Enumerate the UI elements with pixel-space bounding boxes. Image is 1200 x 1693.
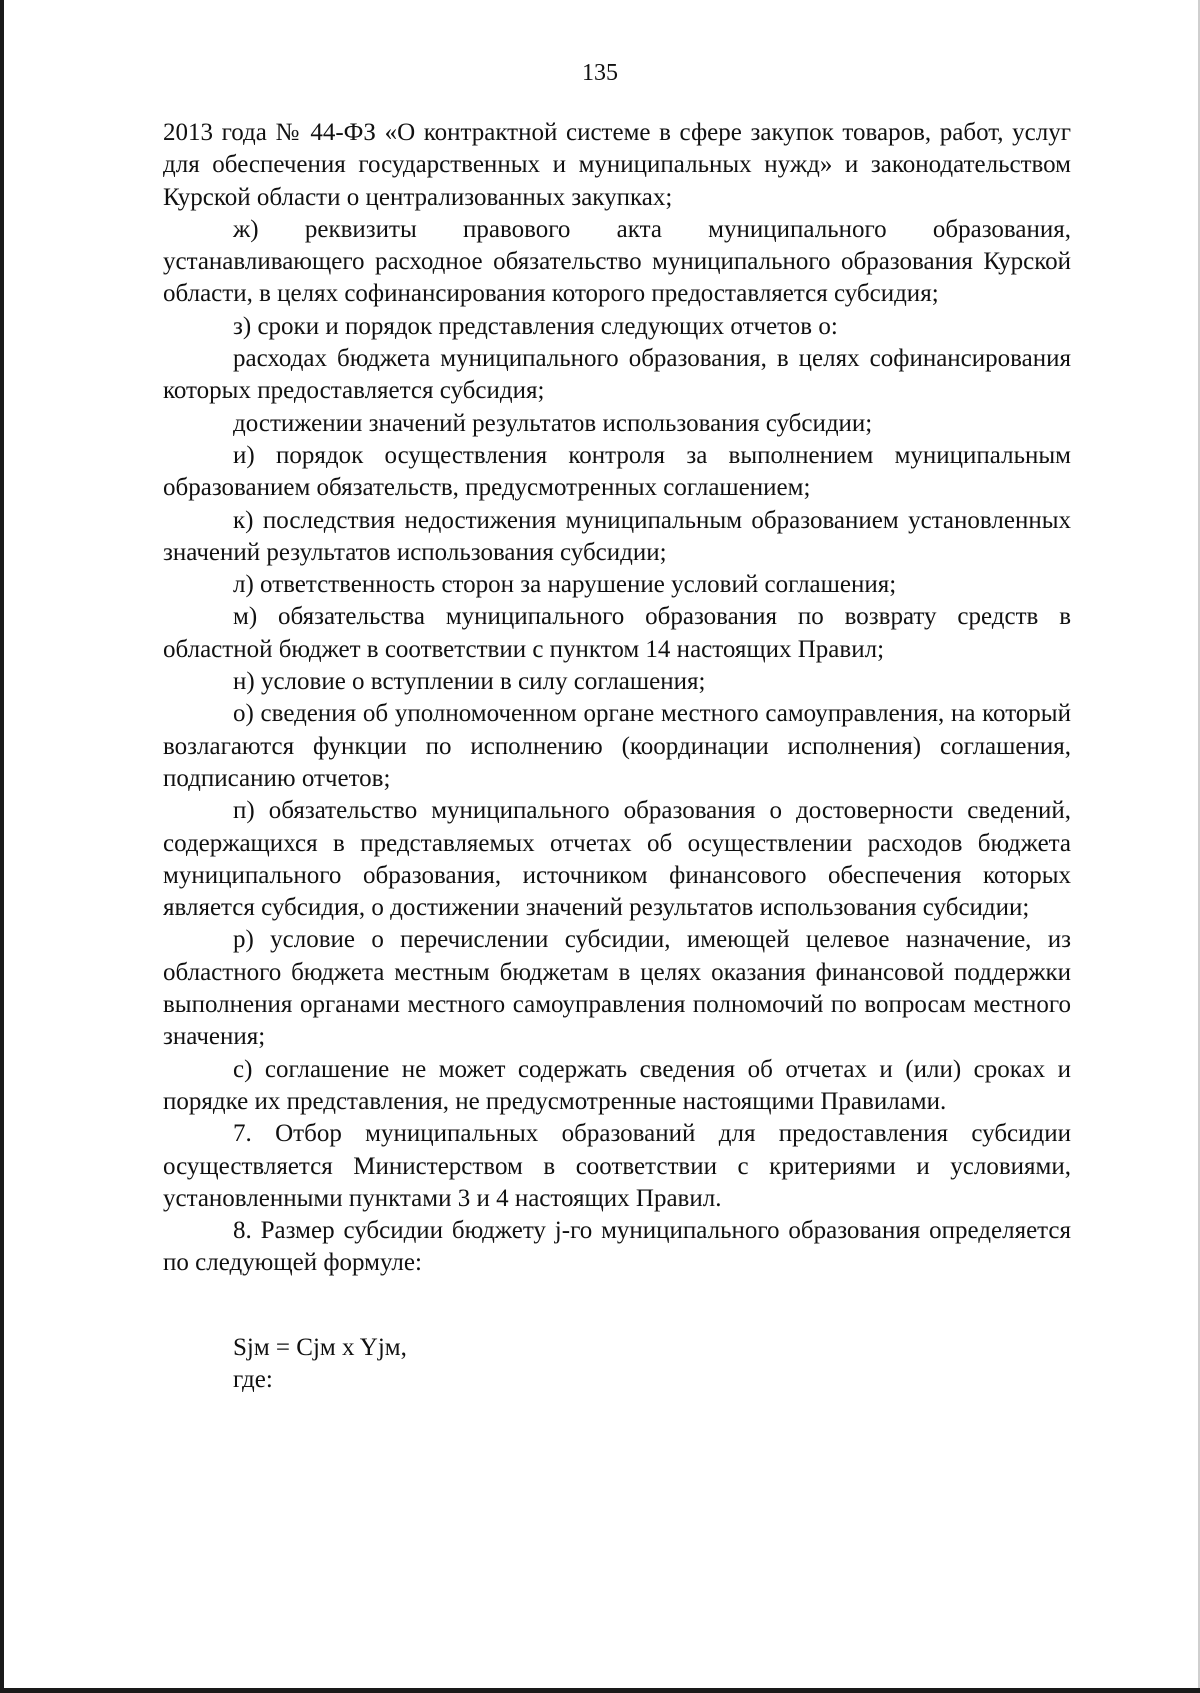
paragraph-item-k: к) последствия недостижения муниципальным образованием установленных значений результатов использования субсидии; [163, 506, 1071, 566]
subsidy-formula: Sjм = Cjм x Yjм, [233, 1333, 407, 1361]
formula-spacer [163, 1280, 1071, 1332]
paragraph-clause-8: 8. Размер субсидии бюджету j-го муниципального образования определяется по следующей формуле: [163, 1217, 1071, 1277]
paragraph-reports-expenses: расходах бюджета муниципального образования, в целях софинансирования которых предоставляется субсидия; [163, 345, 1071, 405]
paragraph-clause-7: 7. Отбор муниципальных образований для предоставления субсидии осуществляется Министерством в соответствии с критериями и условиями, установленными пунктами 3 и 4 настоящих Правил. [163, 1120, 1071, 1212]
paragraph-item-l: л) ответственность сторон за нарушение условий соглашения; [233, 571, 897, 599]
paragraph-item-s: с) соглашение не может содержать сведения об отчетах и (или) сроках и порядке их представления, не предусмотренные настоящими Правилами. [163, 1055, 1071, 1115]
scan-edge-left [0, 0, 4, 1693]
paragraph-item-m: м) обязательства муниципального образования по возврату средств в областной бюджет в соответствии с пунктом 14 настоящих Правил; [163, 603, 1071, 663]
paragraph-item-o: о) сведения об уполномоченном органе местного самоуправления, на который возлагаются функции по исполнению (координации исполнения) соглашения, подписанию отчетов; [163, 700, 1071, 792]
formula-where-label: где: [233, 1365, 273, 1393]
scan-edge-bottom [0, 1688, 1200, 1693]
paragraph-continuation: 2013 года № 44-ФЗ «О контрактной системе в сфере закупок товаров, работ, услуг для обеспечения государственных и муниципальных нужд» и законодательством Курской области о централизованных закупках; [163, 119, 1071, 211]
page-number: 135 [582, 60, 618, 86]
paragraph-item-n: н) условие о вступлении в силу соглашения; [233, 668, 706, 696]
paragraph-item-i: и) порядок осуществления контроля за выполнением муниципальным образованием обязательств, предусмотренных соглашением; [163, 441, 1071, 502]
document-body [163, 117, 1071, 1396]
paragraph-reports-results: достижении значений результатов использования субсидии; [233, 409, 873, 437]
paragraph-item-p: п) обязательство муниципального образования о достоверности сведений, содержащихся в представляемых отчетах об осуществлении расходов бюджета муниципального образования, источником финансового обеспечения которых является субсидия, о достижении значений результатов использования субсидии; [163, 797, 1071, 922]
paragraph-item-zh: ж) реквизиты правового акта муниципального образования, устанавливающего расходное обязательство муниципального образования Курской области, в целях софинансирования которого предоставляется субсидия; [163, 215, 1071, 308]
paragraph-item-r: р) условие о перечислении субсидии, имеющей целевое назначение, из областного бюджета местным бюджетам в целях оказания финансовой поддержки выполнения органами местного самоуправления полномочий по вопросам местного значения; [163, 926, 1071, 1051]
paragraph-item-z: з) сроки и порядок представления следующих отчетов о: [233, 312, 838, 340]
